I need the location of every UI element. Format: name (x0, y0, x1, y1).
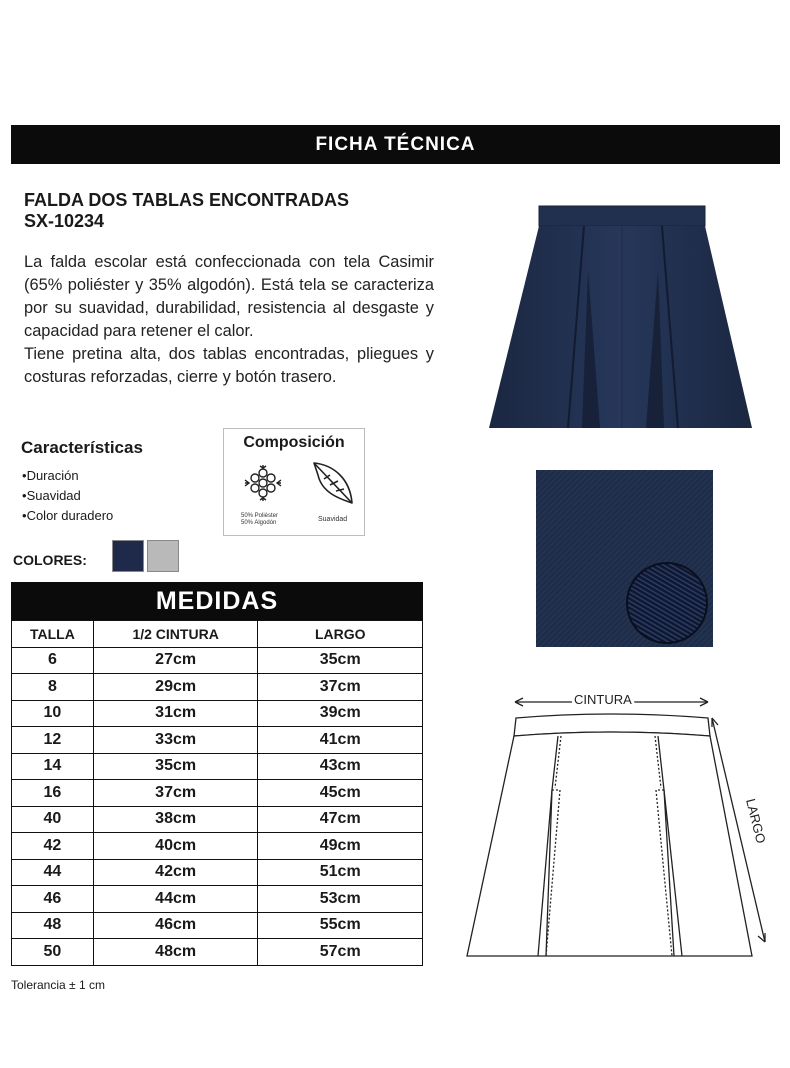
cell-talla: 50 (12, 939, 94, 966)
cell-cintura: 42cm (93, 859, 258, 886)
column-header-talla: TALLA (12, 621, 94, 648)
color-swatch-navy[interactable] (112, 540, 144, 572)
table-row (12, 727, 423, 754)
product-description (24, 251, 434, 389)
product-title (24, 190, 349, 232)
composicion-box (223, 428, 365, 536)
cell-largo: 35cm (258, 647, 423, 674)
cell-cintura: 48cm (93, 939, 258, 966)
cell-largo: 41cm (258, 727, 423, 754)
cell-largo: 51cm (258, 859, 423, 886)
colores-label: COLORES: (13, 552, 87, 568)
feather-icon (310, 459, 356, 507)
composicion-title: Composición (243, 434, 345, 451)
cell-largo: 45cm (258, 780, 423, 807)
list-item: • Suavidad (22, 486, 113, 506)
table-row (12, 912, 423, 939)
header-bar (11, 125, 780, 164)
cell-cintura: 31cm (93, 700, 258, 727)
cell-talla: 48 (12, 912, 94, 939)
table-row (12, 700, 423, 727)
table-row (12, 674, 423, 701)
fiber-icon (242, 463, 284, 503)
table-row (12, 859, 423, 886)
table-row (12, 939, 423, 966)
medidas-header (11, 582, 423, 620)
skirt-photo (486, 200, 756, 432)
table-row (12, 647, 423, 674)
size-table (11, 620, 423, 966)
cell-cintura: 27cm (93, 647, 258, 674)
cell-talla: 40 (12, 806, 94, 833)
cell-cintura: 44cm (93, 886, 258, 913)
medidas-title: MEDIDAS (155, 586, 279, 615)
cell-talla: 46 (12, 886, 94, 913)
list-item: • Duración (22, 466, 113, 486)
table-header-row (12, 621, 423, 648)
cell-cintura: 35cm (93, 753, 258, 780)
cell-talla: 10 (12, 700, 94, 727)
cell-largo: 49cm (258, 833, 423, 860)
cell-talla: 12 (12, 727, 94, 754)
cell-cintura: 38cm (93, 806, 258, 833)
product-code: SX-10234 (24, 211, 105, 231)
cell-cintura: 37cm (93, 780, 258, 807)
page-title: FICHA TÉCNICA (315, 133, 476, 155)
cell-largo: 37cm (258, 674, 423, 701)
table-row (12, 806, 423, 833)
description-paragraph-1: La falda escolar está confeccionada con tela Casimir (65% poliéster y 35% algodón). Está tela se caracteriza por su suavidad, durabilidad, resistencia al desgaste y capacidad para retener el calor. (24, 253, 434, 340)
cell-talla: 44 (12, 859, 94, 886)
table-row (12, 780, 423, 807)
fiber-line-1: 50% Poliéster (241, 513, 279, 519)
fiber-line-2: 50% Algodón (241, 520, 277, 526)
cell-largo: 47cm (258, 806, 423, 833)
tolerance-note: Tolerancia ± 1 cm (11, 978, 105, 992)
column-header-cintura: 1/2 CINTURA (93, 621, 258, 648)
column-header-largo: LARGO (258, 621, 423, 648)
list-item: • Color duradero (22, 506, 113, 526)
cell-talla: 14 (12, 753, 94, 780)
table-row (12, 753, 423, 780)
cell-cintura: 40cm (93, 833, 258, 860)
fabric-zoom-circle (624, 560, 710, 646)
cell-largo: 57cm (258, 939, 423, 966)
cell-cintura: 29cm (93, 674, 258, 701)
table-row (12, 886, 423, 913)
cell-cintura: 46cm (93, 912, 258, 939)
cell-talla: 16 (12, 780, 94, 807)
length-label: LARGO (743, 797, 769, 845)
color-swatch-gray[interactable] (147, 540, 179, 572)
cell-largo: 43cm (258, 753, 423, 780)
cell-talla: 42 (12, 833, 94, 860)
caracteristicas-title: Características (21, 438, 143, 457)
product-name: FALDA DOS TABLAS ENCONTRADAS (24, 190, 349, 210)
cell-talla: 6 (12, 647, 94, 674)
cell-largo: 55cm (258, 912, 423, 939)
caracteristicas-list (22, 466, 113, 526)
waist-label: CINTURA (574, 692, 632, 707)
cell-talla: 8 (12, 674, 94, 701)
cell-largo: 53cm (258, 886, 423, 913)
table-row (12, 833, 423, 860)
cell-cintura: 33cm (93, 727, 258, 754)
cell-largo: 39cm (258, 700, 423, 727)
description-paragraph-2: Tiene pretina alta, dos tablas encontradas, pliegues y costuras reforzadas, cierre y botón trasero. (24, 345, 434, 386)
softness-label: Suavidad (318, 516, 348, 523)
skirt-diagram (460, 684, 770, 974)
